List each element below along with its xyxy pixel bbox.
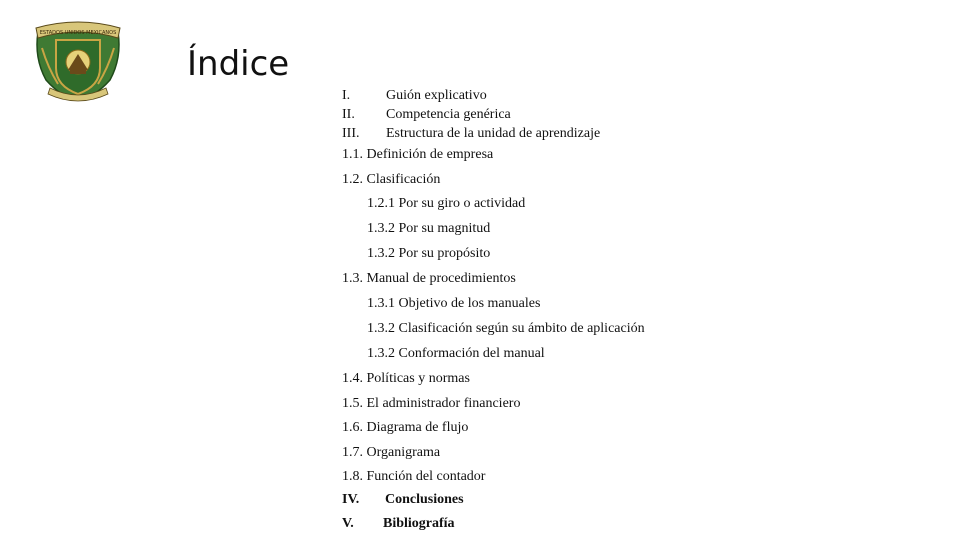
- toc-entry: 1.2.1 Por su giro o actividad: [367, 196, 526, 211]
- toc-section-v: [342, 515, 455, 533]
- toc-entry: 1.2. Clasificación: [342, 172, 441, 187]
- section-label: Bibliografía: [383, 516, 455, 531]
- toc-entry: 1.5. El administrador financiero: [342, 396, 521, 411]
- toc-entry: 1.3.2 Clasificación según su ámbito de aplicación: [367, 321, 645, 336]
- section-numeral: I.: [342, 88, 351, 103]
- section-numeral: III.: [342, 126, 360, 141]
- toc-entry: 1.8. Función del contador: [342, 469, 486, 484]
- toc-entry: 1.4. Políticas y normas: [342, 371, 470, 386]
- section-numeral: V.: [342, 516, 354, 531]
- toc-entry: 1.3.2 Por su magnitud: [367, 221, 491, 236]
- toc-entry: 1.3. Manual de procedimientos: [342, 271, 516, 286]
- crest-banner-text: ESTADOS UNIDOS MEXICANOS: [39, 30, 117, 36]
- section-label: Estructura de la unidad de aprendizaje: [386, 126, 601, 141]
- toc-section-iv: [342, 491, 464, 509]
- section-label: Conclusiones: [385, 492, 464, 507]
- toc-section-i: [342, 87, 487, 105]
- toc-entry: 1.6. Diagrama de flujo: [342, 420, 469, 435]
- section-numeral: IV.: [342, 492, 360, 507]
- toc-section-iii: [342, 125, 601, 143]
- page-title: Índice: [187, 44, 290, 84]
- toc-section-ii: [342, 106, 511, 124]
- section-label: Guión explicativo: [386, 88, 487, 103]
- toc-entry: 1.3.2 Conformación del manual: [367, 346, 545, 361]
- toc-entry: 1.3.1 Objetivo de los manuales: [367, 296, 541, 311]
- section-label: Competencia genérica: [386, 107, 511, 122]
- section-numeral: II.: [342, 107, 355, 122]
- university-crest-icon: [32, 18, 124, 102]
- toc-entry: 1.1. Definición de empresa: [342, 147, 494, 162]
- toc-entry: 1.3.2 Por su propósito: [367, 246, 491, 261]
- toc-entry: 1.7. Organigrama: [342, 445, 441, 460]
